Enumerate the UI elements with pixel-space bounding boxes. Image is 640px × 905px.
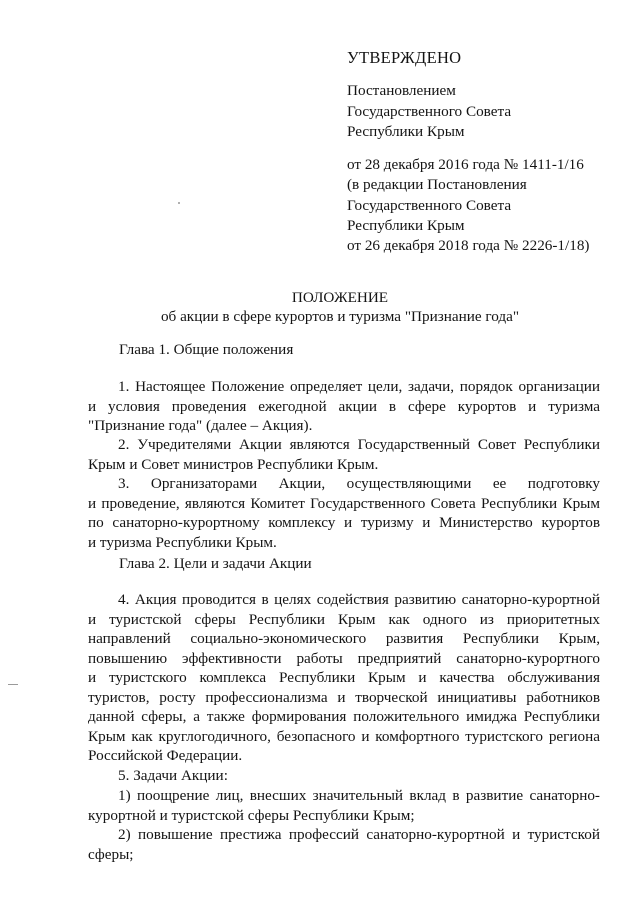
paragraph-line: Российской Федерации. [88,747,243,764]
scan-mark [8,684,18,686]
approval-heading: УТВЕРЖДЕНО [347,48,462,67]
document-subtitle: об акции в сфере курортов и туризма "Признание года" [160,308,520,325]
paragraph-line: 3. Организаторами Акции, осуществляющими ее подготовку [118,475,600,492]
approval-edition-line: (в редакции Постановления [347,176,527,194]
task-item-1 [88,786,600,825]
chapter-1-heading: Глава 1. Общие положения [119,341,294,358]
approval-authority-line: Республики Крым [347,122,465,140]
paragraph-1 [88,377,600,436]
paragraph-line: по санаторно-курортному комплексу и туризму и Министерство курортов [88,514,600,531]
paragraph-line: и условия проведения ежегодной акции в сфере курортов и туризма [88,397,600,415]
paragraph-line: "Признание года" (далее – Акция). [88,417,313,434]
paragraph-line: и туристского комплекса Республики Крым и качества обслуживания [88,669,600,686]
scan-speck [178,202,180,204]
chapter-2-heading: Глава 2. Цели и задачи Акции [119,555,312,572]
paragraph-5 [88,766,600,786]
approval-edition-line: Республики Крым [347,217,465,235]
paragraph-line: 2) повышение престижа профессий санаторно-курортной и туристской [118,826,600,843]
approval-stamp [347,48,627,270]
approval-edition-line: от 26 декабря 2018 года № 2226-1/18) [347,237,590,255]
paragraph-line: туристов, росту профессионализма и творческой инициативы работников [88,688,600,706]
paragraph-4 [88,590,600,766]
paragraph-line: 1) поощрение лиц, внесших значительный вклад в развитие санаторно- [118,787,600,804]
paragraph-line: 4. Акция проводится в целях содействия развитию санаторно-курортной [118,591,600,608]
approval-authority-line: Постановлением [347,82,456,100]
task-item-2 [88,825,600,864]
paragraph-line: и туризма Республики Крым. [88,533,277,551]
paragraph-2 [88,435,600,474]
paragraph-3 [88,474,600,552]
paragraph-line: 2. Учредителями Акции являются Государственный Совет Республики [118,436,600,453]
paragraph-line: курортной и туристской сферы Республики Крым; [88,806,415,824]
paragraph-line: Крым и Совет министров Республики Крым. [88,455,379,473]
paragraph-line: данной сферы, а также формирования положительного имиджа Республики [88,708,600,725]
paragraph-line: 5. Задачи Акции: [118,767,228,784]
approval-edition-line: от 28 декабря 2016 года № 1411-1/16 [347,156,584,174]
approval-authority-line: Государственного Совета [347,102,512,120]
document-title: ПОЛОЖЕНИЕ [291,289,389,306]
approval-edition-line: Государственного Совета [347,196,512,214]
paragraph-line: сферы; [88,845,134,863]
paragraph-line: и проведение, являются Комитет Государственного Совета Республики Крым [88,494,600,512]
paragraph-line: 1. Настоящее Положение определяет цели, задачи, порядок организации [118,378,600,395]
paragraph-line: Крым как круглогодичного, безопасного и комфортного туристского региона [88,727,600,745]
paragraph-line: и туристской сферы Республики Крым как одного из приоритетных [88,610,600,628]
paragraph-line: повышению эффективности работы предприятий санаторно-курортного [88,649,600,667]
approval-authority [347,81,627,142]
approval-edition [347,155,627,256]
paragraph-line: направлений социально-экономического развития Республики Крым, [88,630,600,647]
